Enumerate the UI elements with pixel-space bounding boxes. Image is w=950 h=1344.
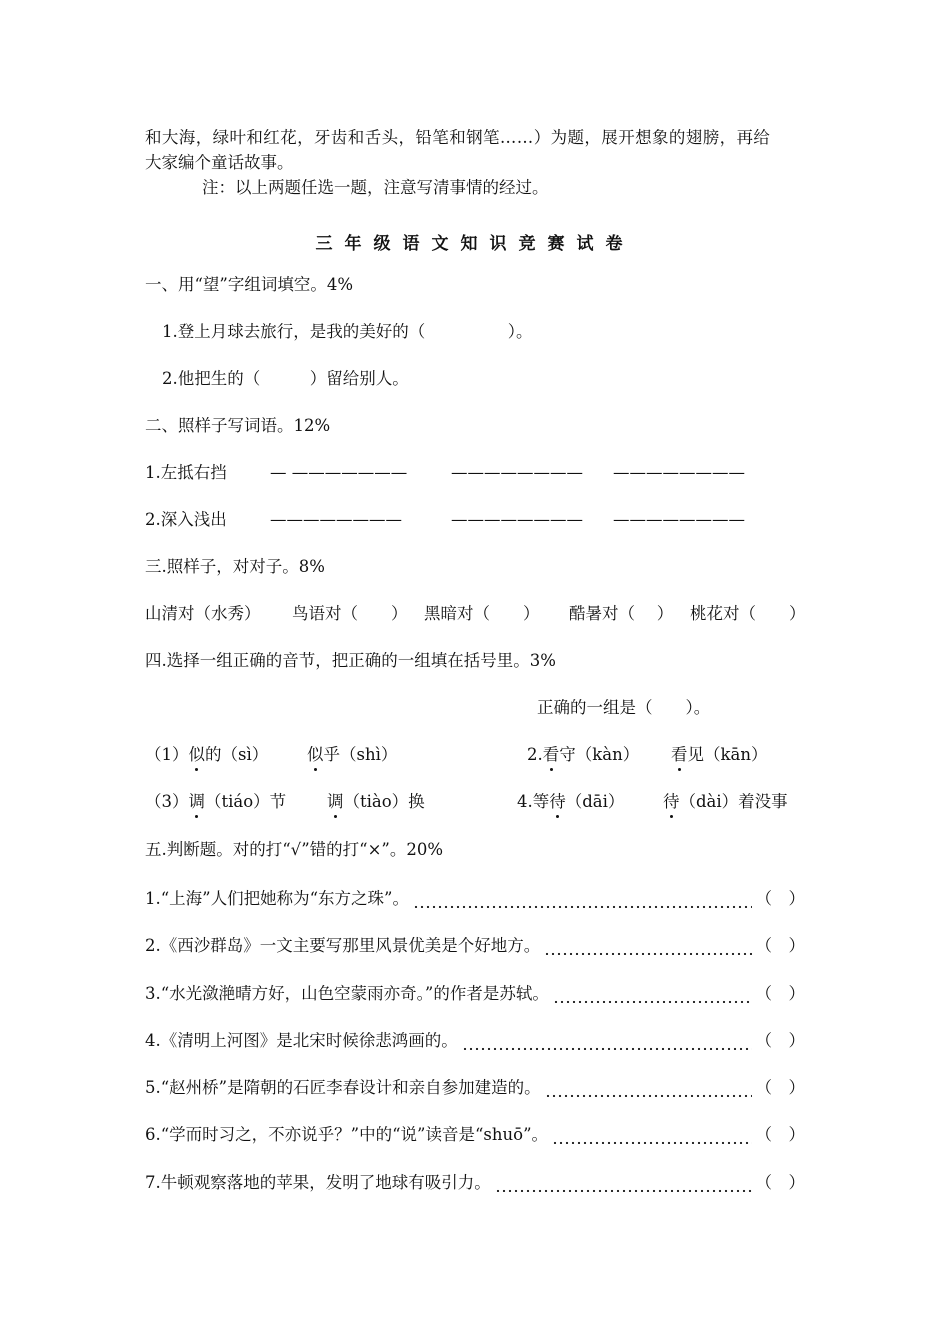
blank-line: ———————— bbox=[613, 510, 745, 529]
section-1-question-2: 2.他把生的（ ）留给别人。 bbox=[162, 369, 409, 388]
dot-leader bbox=[544, 933, 751, 955]
couplet-item: 黑暗对（ ） bbox=[424, 604, 540, 623]
intro-line-1: 和大海，绿叶和红花，牙齿和舌头，铅笔和钢笔……）为题，展开想象的翅膀，再给 bbox=[145, 128, 771, 147]
emphasis-dot-char: 看 bbox=[671, 745, 688, 764]
pinyin-option: 待（dài）着没事 bbox=[663, 792, 788, 811]
dot-leader bbox=[413, 886, 752, 908]
judgment-item bbox=[145, 1122, 805, 1144]
answer-parens: （ ） bbox=[755, 1031, 805, 1050]
couplet-item: 酷暑对（ ） bbox=[569, 604, 674, 623]
answer-parens: （ ） bbox=[755, 1078, 805, 1097]
judgment-statement: 1.“上海”人们把她称为“东方之珠”。 bbox=[145, 889, 409, 908]
intro-note: 注：以上两题任选一题，注意写清事情的经过。 bbox=[202, 178, 549, 197]
pinyin-option: （3）调（tiáo）节 bbox=[145, 792, 287, 811]
emphasis-dot-char: 调 bbox=[188, 792, 205, 811]
judgment-statement: 7.牛顿观察落地的苹果，发明了地球有吸引力。 bbox=[145, 1173, 491, 1192]
dot-leader bbox=[545, 1075, 752, 1097]
judgment-item bbox=[145, 1075, 805, 1097]
emphasis-dot-char: 似 bbox=[307, 745, 324, 764]
judgment-item bbox=[145, 1170, 805, 1192]
blank-line: — ——————— bbox=[270, 463, 408, 482]
dot-leader bbox=[495, 1170, 752, 1192]
blank-line: ———————— bbox=[451, 463, 583, 482]
answer-parens: （ ） bbox=[755, 936, 805, 955]
emphasis-dot-char: 待 bbox=[549, 792, 566, 811]
pinyin-option: 4.等待（dāi） bbox=[517, 792, 625, 811]
answer-parens: （ ） bbox=[755, 1125, 805, 1144]
intro-line-2: 大家编个童话故事。 bbox=[145, 153, 294, 172]
section-1-question-1: 1.登上月球去旅行，是我的美好的（ ）。 bbox=[162, 322, 533, 341]
blank-line: ———————— bbox=[270, 510, 402, 529]
section-5-heading: 五.判断题。对的打“√”错的打“×”。20% bbox=[145, 840, 443, 859]
exam-title: 三年级语文知识竞赛试卷 bbox=[315, 234, 635, 254]
judgment-statement: 2.《西沙群岛》一文主要写那里风景优美是个好地方。 bbox=[145, 936, 541, 955]
section-2-word-1: 1.左抵右挡 bbox=[145, 463, 227, 482]
judgment-statement: 5.“赵州桥”是隋朝的石匠李春设计和亲自参加建造的。 bbox=[145, 1078, 541, 1097]
section-3-heading: 三.照样子，对对子。8% bbox=[145, 557, 325, 576]
judgment-statement: 4.《清明上河图》是北宋时候徐悲鸿画的。 bbox=[145, 1031, 458, 1050]
section-2-word-2: 2.深入浅出 bbox=[145, 510, 227, 529]
blank-line: ———————— bbox=[451, 510, 583, 529]
judgment-statement: 6.“学而时习之，不亦说乎？”中的“说”读音是“shuō”。 bbox=[145, 1125, 549, 1144]
pinyin-option: 调（tiào）换 bbox=[327, 792, 425, 811]
section-2-heading: 二、照样子写词语。12% bbox=[145, 416, 331, 435]
answer-parens: （ ） bbox=[755, 1173, 805, 1192]
pinyin-option: 2.看守（kàn） bbox=[527, 745, 640, 764]
couplet-item: 鸟语对（ ） bbox=[292, 604, 408, 623]
answer-parens: （ ） bbox=[755, 984, 805, 1003]
couplet-item: 山清对（水秀） bbox=[145, 604, 261, 623]
section-1-heading: 一、用“望”字组词填空。4% bbox=[145, 275, 354, 294]
answer-prompt: 正确的一组是（ ）。 bbox=[537, 698, 711, 717]
emphasis-dot-char: 调 bbox=[327, 792, 344, 811]
section-4-heading: 四.选择一组正确的音节，把正确的一组填在括号里。3% bbox=[145, 651, 556, 670]
pinyin-option: 看见（kān） bbox=[671, 745, 768, 764]
judgment-statement: 3.“水光潋滟晴方好，山色空蒙雨亦奇。”的作者是苏轼。 bbox=[145, 984, 549, 1003]
blank-line: ———————— bbox=[613, 463, 745, 482]
pinyin-option: （1）似的（sì） bbox=[145, 745, 269, 764]
emphasis-dot-char: 看 bbox=[542, 745, 560, 764]
dot-leader bbox=[552, 1122, 751, 1144]
emphasis-dot-char: 似 bbox=[188, 745, 205, 764]
judgment-item bbox=[145, 886, 805, 908]
judgment-item bbox=[145, 1028, 805, 1050]
couplet-item: 桃花对（ ） bbox=[690, 604, 806, 623]
judgment-item bbox=[145, 933, 805, 955]
answer-parens: （ ） bbox=[755, 889, 805, 908]
emphasis-dot-char: 待 bbox=[663, 792, 680, 811]
dot-leader bbox=[462, 1028, 752, 1050]
judgment-item bbox=[145, 981, 805, 1003]
pinyin-option: 似乎（shì） bbox=[307, 745, 398, 764]
dot-leader bbox=[553, 981, 752, 1003]
